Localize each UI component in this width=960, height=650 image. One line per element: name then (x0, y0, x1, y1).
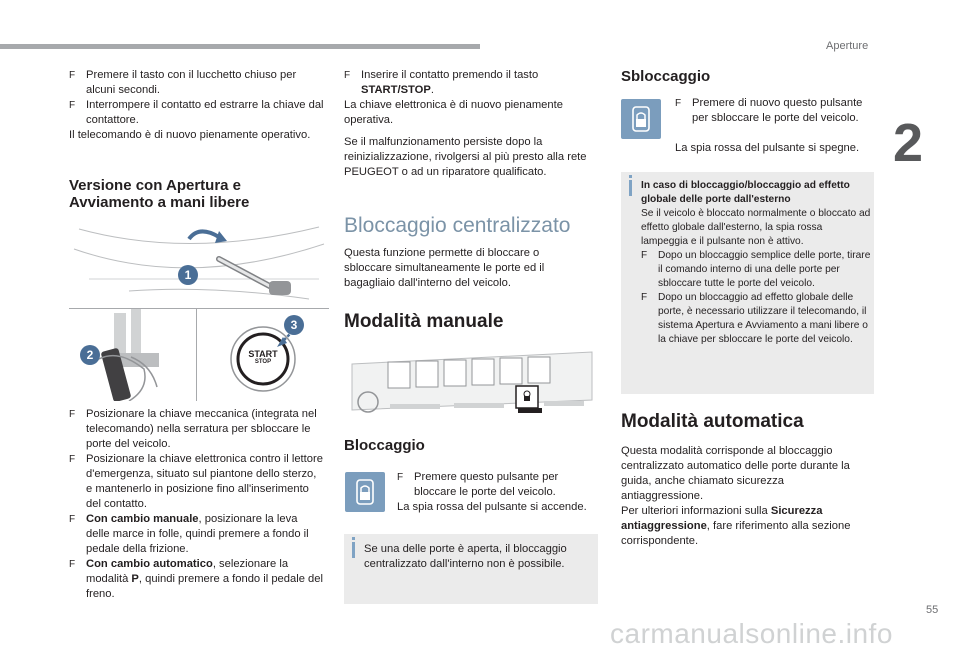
bullet-item: F Dopo un bloccaggio semplice delle porte, tirare il comando interno di una delle porte per sbloccare tutte le porte del veicolo. (641, 249, 871, 291)
col1-bullets (69, 407, 324, 602)
page-number: 55 (926, 604, 939, 616)
col1-top (69, 68, 324, 143)
text: Per ulteriori informazioni sulla (621, 505, 771, 517)
callout-3: 3 (284, 315, 304, 335)
bullet-item: F Dopo un bloccaggio ad effetto globale delle porte, è necessario utilizzare il telecomando, il sistema Apertura e Avviamento a mani libere o la chiave per sbloccare le porte del veicolo. (641, 291, 871, 347)
note-body (641, 179, 871, 347)
paragraph: Il telecomando è di nuovo pienamente operativo. (69, 129, 311, 141)
heading-line: Versione con Apertura e (69, 177, 242, 194)
manual-mode-heading: Modalità manuale (344, 311, 504, 332)
bullet-item (69, 512, 324, 557)
start-label: START (248, 349, 278, 359)
chapter-number: 2 (893, 113, 924, 173)
info-icon (629, 180, 632, 196)
bullet-item: F Premere questo pulsante per bloccare le porte del veicolo. (397, 470, 592, 500)
paragraph: La chiave elettronica è di nuovo pienamente operativa. (344, 99, 563, 126)
bold-text: START/STOP (361, 84, 431, 96)
door-lock-illustration (69, 219, 329, 307)
unlock-instructions (675, 96, 870, 126)
section-heading (69, 177, 329, 211)
note-title: In caso di bloccaggio/bloccaggio ad effetto globale delle porte dall'esterno (641, 180, 850, 205)
note-paragraph: Se il veicolo è bloccato normalmente o bloccato ad effetto globale dall'esterno, la spia rossa lampeggia e il pulsante non è attivo. (641, 208, 871, 247)
auto-mode-text (621, 444, 866, 549)
steering-column-illustration (69, 309, 195, 401)
unlock-heading: Sbloccaggio (621, 68, 711, 85)
text: , quindi premere a fondo il pedale del freno. (86, 573, 323, 600)
note-text: Se una delle porte è aperta, il bloccaggio centralizzato dall'interno non è possibile. (364, 543, 567, 570)
bold-text: Con cambio automatico (86, 558, 213, 570)
info-icon (352, 542, 355, 558)
paragraph: Se il malfunzionamento persiste dopo la reinizializzazione, rivolgersi al più presto alla rete PEUGEOT o ad un riparatore qualificato. (344, 136, 587, 178)
bullet-item (69, 557, 324, 602)
dashboard-buttons-illustration (344, 350, 598, 422)
text: , posizionare la leva delle marce in folle, quindi premere a fondo il pedale della frizione. (86, 513, 309, 555)
bullet-item (344, 68, 594, 98)
paragraph (621, 504, 866, 549)
bold-text: P (131, 573, 139, 585)
bullet-item: F Posizionare la chiave meccanica (integrata nel telecomando) nella serratura per sbloccare le porte del veicolo. (69, 407, 324, 452)
bold-text: Con cambio manuale (86, 513, 199, 525)
paragraph: La spia rossa del pulsante si accende. (397, 501, 587, 513)
stop-label: STOP (254, 359, 272, 365)
info-note (344, 534, 598, 604)
bullet-item: F Premere di nuovo questo pulsante per sbloccare le porte del veicolo. (675, 96, 870, 126)
section-title: Aperture (826, 40, 869, 52)
header-bar (0, 44, 480, 49)
start-stop-illustration (197, 309, 329, 401)
lock-button-icon (345, 472, 385, 512)
bold-text: Sicurezza antiaggressione (621, 505, 823, 532)
paragraph: Questa funzione permette di bloccare o sbloccare simultaneamente le porte ed il bagagliaio dall'interno del veicolo. (344, 247, 545, 289)
text: . (430, 84, 434, 96)
bullet-item: F Interrompere il contatto ed estrarre la chiave dal contattore. (69, 98, 324, 128)
auto-mode-heading: Modalità automatica (621, 411, 804, 432)
text: , fare riferimento alla sezione corrispondente. (621, 520, 851, 547)
text: , selezionare la modalità (86, 558, 289, 585)
heading-line: Avviamento a mani libere (69, 194, 250, 211)
callout-1: 1 (178, 265, 198, 285)
watermark: carmanualsonline.info (610, 618, 893, 649)
col2-top (344, 68, 594, 180)
central-locking-heading: Bloccaggio centralizzato (344, 214, 571, 237)
paragraph: La spia rossa del pulsante si spegne. (675, 142, 860, 154)
paragraph: Questa modalità corrisponde al bloccaggio centralizzato automatico delle porte durante la guida, anche chiamato sicurezza antiaggressione. (621, 445, 850, 502)
lock-heading: Bloccaggio (344, 437, 425, 454)
callout-2: 2 (80, 345, 100, 365)
unlock-button-icon (621, 99, 661, 139)
bullet-item: F Premere il tasto con il lucchetto chiuso per alcuni secondi. (69, 68, 324, 98)
lock-instructions (397, 470, 592, 515)
start-stop-button (243, 349, 283, 366)
info-note (621, 172, 874, 394)
bullet-item: F Posizionare la chiave elettronica contro il lettore d'emergenza, situato sul piantone dello sterzo, e mantenerlo in posizione fino all'inserimento del contatto. (69, 452, 324, 512)
text: Inserire il contatto premendo il tasto (361, 69, 539, 81)
